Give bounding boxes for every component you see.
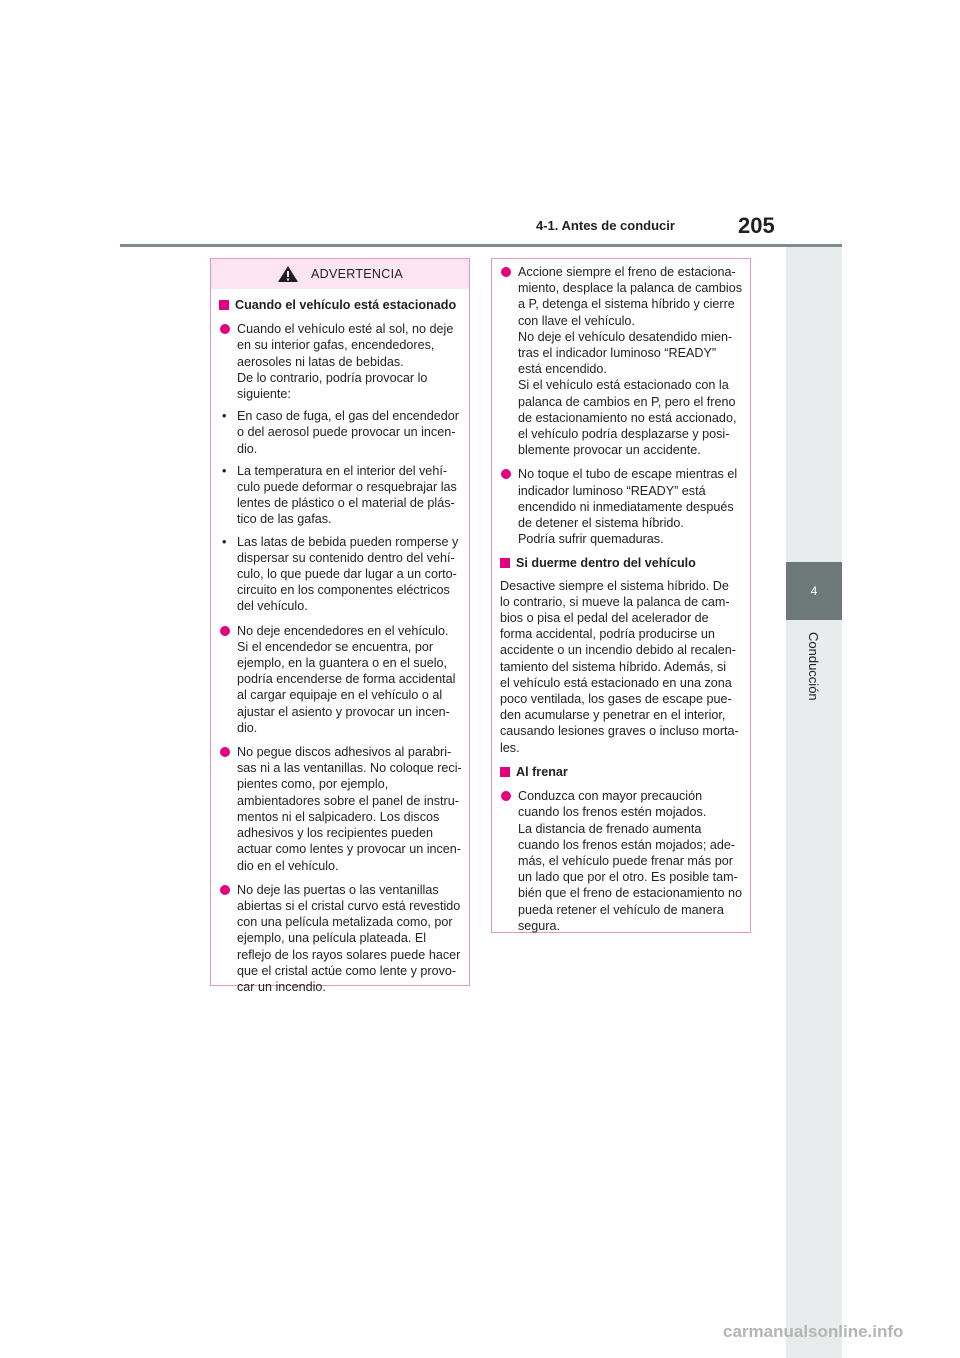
text-line: cuando los frenos están mojados; ade- — [518, 837, 736, 852]
bullet-item — [219, 882, 461, 995]
side-strip-bottom — [786, 620, 842, 1358]
text-line: poco ventilada, los gases de escape pue- — [500, 692, 732, 707]
heading-parked — [219, 297, 461, 313]
text-line: un lado que por el otro. Es posible tam- — [518, 870, 738, 885]
text-line: Si el vehículo está estacionado con la — [518, 378, 729, 393]
text-line: Cuando el vehículo esté al sol, no deje — [237, 322, 454, 337]
text-line: bios o pisa el pedal del acelerador de — [500, 611, 709, 626]
text-line: blemente provocar un accidente. — [518, 443, 701, 458]
text-line: les. — [500, 740, 520, 755]
bullet-item — [219, 744, 461, 874]
heading-sleeping — [500, 555, 742, 571]
text-line: a P, detenga el sistema híbrido y cierre — [518, 297, 735, 312]
text-line: o del aerosol puede provocar un incen- — [237, 425, 456, 440]
text-line: adhesivos y los recipientes pueden — [237, 826, 434, 841]
sub-marker: • — [222, 534, 227, 549]
text-line: tras el indicador luminoso “READY” — [518, 346, 717, 361]
bullet-dot-icon — [220, 747, 230, 757]
text-line: de estacionamiento no está accionado, — [518, 410, 737, 425]
text-line: abiertas si el cristal curvo está revestido — [237, 898, 461, 913]
bullet-dot-icon — [501, 267, 511, 277]
text-line: reflejo de los rayos solares puede hacer — [237, 947, 461, 962]
text-line: tico de las gafas. — [237, 512, 332, 527]
text-line: La distancia de frenado aumenta — [518, 821, 702, 836]
text-line: tamiento del sistema híbrido. Además, si — [500, 659, 727, 674]
text-line: Podría sufrir quemaduras. — [518, 532, 664, 547]
bullet-dot-icon — [220, 626, 230, 636]
section-title: 4-1. Antes de conducir — [536, 218, 675, 233]
square-marker-icon — [500, 767, 510, 777]
warning-triangle-icon — [277, 265, 299, 283]
text-line: No toque el tubo de escape mientras el — [518, 467, 738, 482]
text-line: Si el encendedor se encuentra, por — [237, 639, 434, 654]
text-line: encendido ni inmediatamente después — [518, 499, 734, 514]
text-line: No deje las puertas o las ventanillas — [237, 882, 439, 897]
text-line: culo puede deformar o resquebrajar las — [237, 480, 457, 495]
sub-marker: • — [222, 409, 227, 424]
text-line: actuar como lentes y provocar un incen- — [237, 842, 462, 857]
watermark: carmanualsonline.info — [723, 1322, 904, 1341]
warning-box-continued — [491, 258, 751, 933]
bullet-dot-icon — [501, 469, 511, 479]
bullet-dot-icon — [220, 324, 230, 334]
text-line: del vehículo. — [237, 599, 308, 614]
side-strip-top — [786, 247, 842, 562]
chapter-tab[interactable]: 4 — [786, 562, 842, 620]
text-line: La temperatura en el interior del vehí- — [237, 463, 448, 478]
sub-item — [219, 534, 461, 615]
paragraph — [500, 578, 742, 756]
text-line: No deje encendedores en el vehículo. — [237, 623, 449, 638]
bullet-item — [500, 466, 742, 547]
text-line: con una película metalizada como, por — [237, 915, 453, 930]
heading-braking — [500, 764, 742, 780]
text-line: dispersar su contenido dentro del vehí- — [237, 550, 455, 565]
text-line: el vehículo podría desplazarse y posi- — [518, 427, 730, 442]
text-line: No pegue discos adhesivos al parabri- — [237, 745, 452, 760]
text-line: sas ni a las ventanillas. No coloque reci- — [237, 761, 462, 776]
square-marker-icon — [219, 300, 229, 310]
text-line: segura. — [518, 918, 561, 933]
heading-text: Si duerme dentro del vehículo — [516, 556, 696, 571]
text-line: forma accidental, podría producirse un — [500, 627, 715, 642]
text-line: en su interior gafas, encendedores, — [237, 338, 435, 353]
text-line: mentos ni el salpicadero. Los discos — [237, 809, 440, 824]
text-line: ejemplo, una película plateada. El — [237, 931, 427, 946]
chapter-label: Conducción — [806, 632, 821, 701]
text-line: dio en el vehículo. — [237, 858, 339, 873]
text-line: de detener el sistema híbrido. — [518, 516, 684, 531]
text-line: culo, lo que puede dar lugar a un corto- — [237, 567, 457, 582]
text-line: ambientadores sobre el panel de instru- — [237, 793, 459, 808]
square-marker-icon — [500, 558, 510, 568]
text-line: pueda retener el vehículo de manera — [518, 902, 724, 917]
text-line: De lo contrario, podría provocar lo — [237, 370, 428, 385]
heading-text: Al frenar — [516, 764, 568, 779]
bullet-item — [500, 788, 742, 934]
text-line: que el cristal actúe como lente y provo- — [237, 963, 457, 978]
text-line: Las latas de bebida pueden romperse y — [237, 534, 459, 549]
warning-header — [211, 259, 469, 289]
sub-marker: • — [222, 463, 227, 478]
bullet-dot-icon — [220, 885, 230, 895]
text-line: pientes como, por ejemplo, — [237, 777, 389, 792]
text-line: Conduzca con mayor precaución — [518, 789, 703, 804]
bullet-dot-icon — [501, 791, 511, 801]
sub-item — [219, 463, 461, 528]
text-line: palanca de cambios en P, pero el freno — [518, 394, 736, 409]
text-line: causando lesiones graves o incluso morta- — [500, 724, 739, 739]
text-line: lentes de plástico o el material de plás- — [237, 496, 455, 511]
text-line: podría encenderse de forma accidental — [237, 672, 456, 687]
header-rule — [120, 244, 842, 247]
text-line: ajustar el asiento y provocar un incen- — [237, 704, 450, 719]
text-line: miento, desplace la palanca de cambios — [518, 281, 743, 296]
text-line: En caso de fuga, el gas del encendedor — [237, 409, 459, 424]
text-line: dio. — [237, 720, 258, 735]
text-line: circuito en los componentes eléctricos — [237, 583, 450, 598]
text-line: den acumularse y penetrar en el interior, — [500, 708, 726, 723]
text-line: Accione siempre el freno de estaciona- — [518, 265, 736, 279]
text-line: más, el vehículo puede frenar más por — [518, 853, 733, 868]
text-line: está encendido. — [518, 362, 607, 377]
text-line: ejemplo, en la guantera o en el suelo, — [237, 656, 448, 671]
text-line: cuando los frenos estén mojados. — [518, 805, 707, 820]
text-line: con llave el vehículo. — [518, 313, 635, 328]
text-line: lo contrario, si mueve la palanca de cam- — [500, 594, 730, 609]
bullet-item — [500, 264, 742, 458]
sub-item — [219, 408, 461, 457]
text-line: el vehículo está estacionado en una zona — [500, 675, 732, 690]
text-line: accidente o un incendio debido al recalen- — [500, 643, 736, 658]
text-line: siguiente: — [237, 387, 291, 402]
warning-title: ADVERTENCIA — [311, 266, 403, 281]
heading-text: Cuando el vehículo está estacionado — [235, 298, 457, 312]
text-line: indicador luminoso “READY” está — [518, 483, 706, 498]
bullet-item — [219, 623, 461, 736]
text-line: al cargar equipaje en el vehículo o al — [237, 688, 443, 703]
text-line: bién que el freno de estacionamiento no — [518, 886, 743, 901]
page-number: 205 — [738, 213, 775, 238]
warning-box — [210, 258, 470, 994]
bullet-item — [219, 321, 461, 402]
text-line: aerosoles ni latas de bebidas. — [237, 354, 404, 369]
text-line: dio. — [237, 441, 258, 456]
text-line: No deje el vehículo desatendido mien- — [518, 329, 733, 344]
text-line: Desactive siempre el sistema híbrido. De — [500, 578, 729, 593]
text-line: car un incendio. — [237, 979, 326, 994]
